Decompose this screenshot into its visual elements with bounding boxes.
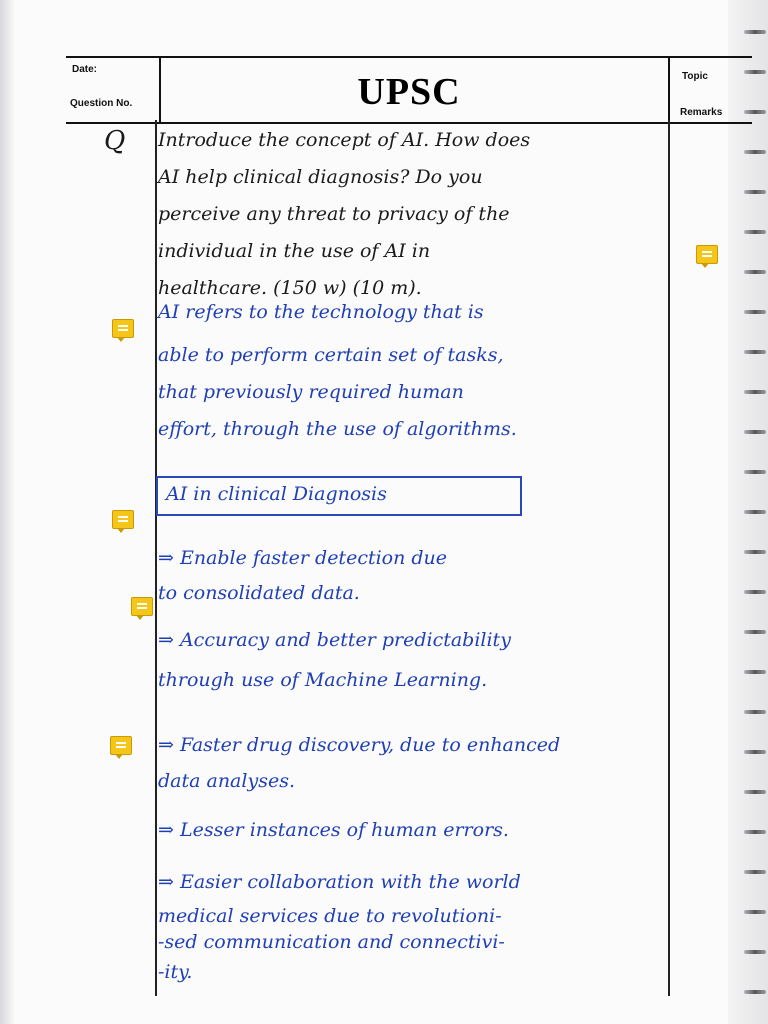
spiral-ring bbox=[744, 190, 766, 194]
intro-line: AI refers to the technology that is bbox=[158, 301, 484, 323]
spiral-ring bbox=[744, 910, 766, 914]
section-heading: AI in clinical Diagnosis bbox=[166, 483, 387, 505]
spiral-ring bbox=[744, 510, 766, 514]
point-line: ⇒ Enable faster detection due bbox=[158, 547, 448, 569]
spiral-ring bbox=[744, 230, 766, 234]
question-line: Introduce the concept of AI. How does bbox=[158, 129, 531, 151]
question-number-label: Question No. bbox=[70, 98, 133, 109]
point-line: ⇒ Easier collaboration with the world bbox=[158, 871, 521, 893]
remarks-label: Remarks bbox=[680, 107, 723, 118]
intro-line: able to perform certain set of tasks, bbox=[158, 344, 504, 366]
comment-icon[interactable] bbox=[696, 245, 718, 264]
comment-icon[interactable] bbox=[112, 510, 134, 529]
question-line: AI help clinical diagnosis? Do you bbox=[158, 166, 483, 188]
comment-icon[interactable] bbox=[110, 736, 132, 755]
point-line: ⇒ Lesser instances of human errors. bbox=[158, 819, 509, 841]
left-margin-line bbox=[155, 120, 157, 996]
point-line: -sed communication and connectivi- bbox=[158, 931, 505, 953]
spiral-ring bbox=[744, 310, 766, 314]
page-title: UPSC bbox=[357, 71, 461, 113]
page-shadow bbox=[0, 0, 14, 1024]
spiral-ring bbox=[744, 470, 766, 474]
spiral-ring bbox=[744, 990, 766, 994]
spiral-ring bbox=[744, 790, 766, 794]
question-line: healthcare. (150 w) (10 m). bbox=[158, 277, 422, 299]
page-header bbox=[66, 56, 752, 124]
question-marker: Q bbox=[104, 126, 126, 156]
right-margin-line bbox=[668, 120, 670, 996]
intro-line: effort, through the use of algorithms. bbox=[158, 418, 517, 440]
point-line: through use of Machine Learning. bbox=[158, 669, 488, 691]
spiral-ring bbox=[744, 390, 766, 394]
point-line: data analyses. bbox=[158, 770, 295, 792]
spiral-ring bbox=[744, 750, 766, 754]
point-line: to consolidated data. bbox=[158, 582, 360, 604]
spiral-ring bbox=[744, 630, 766, 634]
spiral-ring bbox=[744, 270, 766, 274]
point-line: medical services due to revolutioni- bbox=[158, 905, 502, 927]
spiral-binding bbox=[728, 0, 768, 1024]
spiral-ring bbox=[744, 870, 766, 874]
spiral-ring bbox=[744, 430, 766, 434]
point-line: -ity. bbox=[158, 961, 193, 983]
question-line: individual in the use of AI in bbox=[158, 240, 431, 262]
spiral-ring bbox=[744, 350, 766, 354]
point-line: ⇒ Accuracy and better predictability bbox=[158, 629, 511, 651]
spiral-ring bbox=[744, 710, 766, 714]
comment-icon[interactable] bbox=[112, 319, 134, 338]
intro-line: that previously required human bbox=[158, 381, 464, 403]
spiral-ring bbox=[744, 670, 766, 674]
date-label: Date: bbox=[72, 64, 98, 75]
spiral-ring bbox=[744, 950, 766, 954]
question-line: perceive any threat to privacy of the bbox=[158, 203, 510, 225]
comment-icon[interactable] bbox=[131, 597, 153, 616]
spiral-ring bbox=[744, 550, 766, 554]
spiral-ring bbox=[744, 150, 766, 154]
point-line: ⇒ Faster drug discovery, due to enhanced bbox=[158, 734, 561, 756]
topic-label: Topic bbox=[682, 71, 708, 82]
spiral-ring bbox=[744, 830, 766, 834]
spiral-ring bbox=[744, 30, 766, 34]
spiral-ring bbox=[744, 590, 766, 594]
